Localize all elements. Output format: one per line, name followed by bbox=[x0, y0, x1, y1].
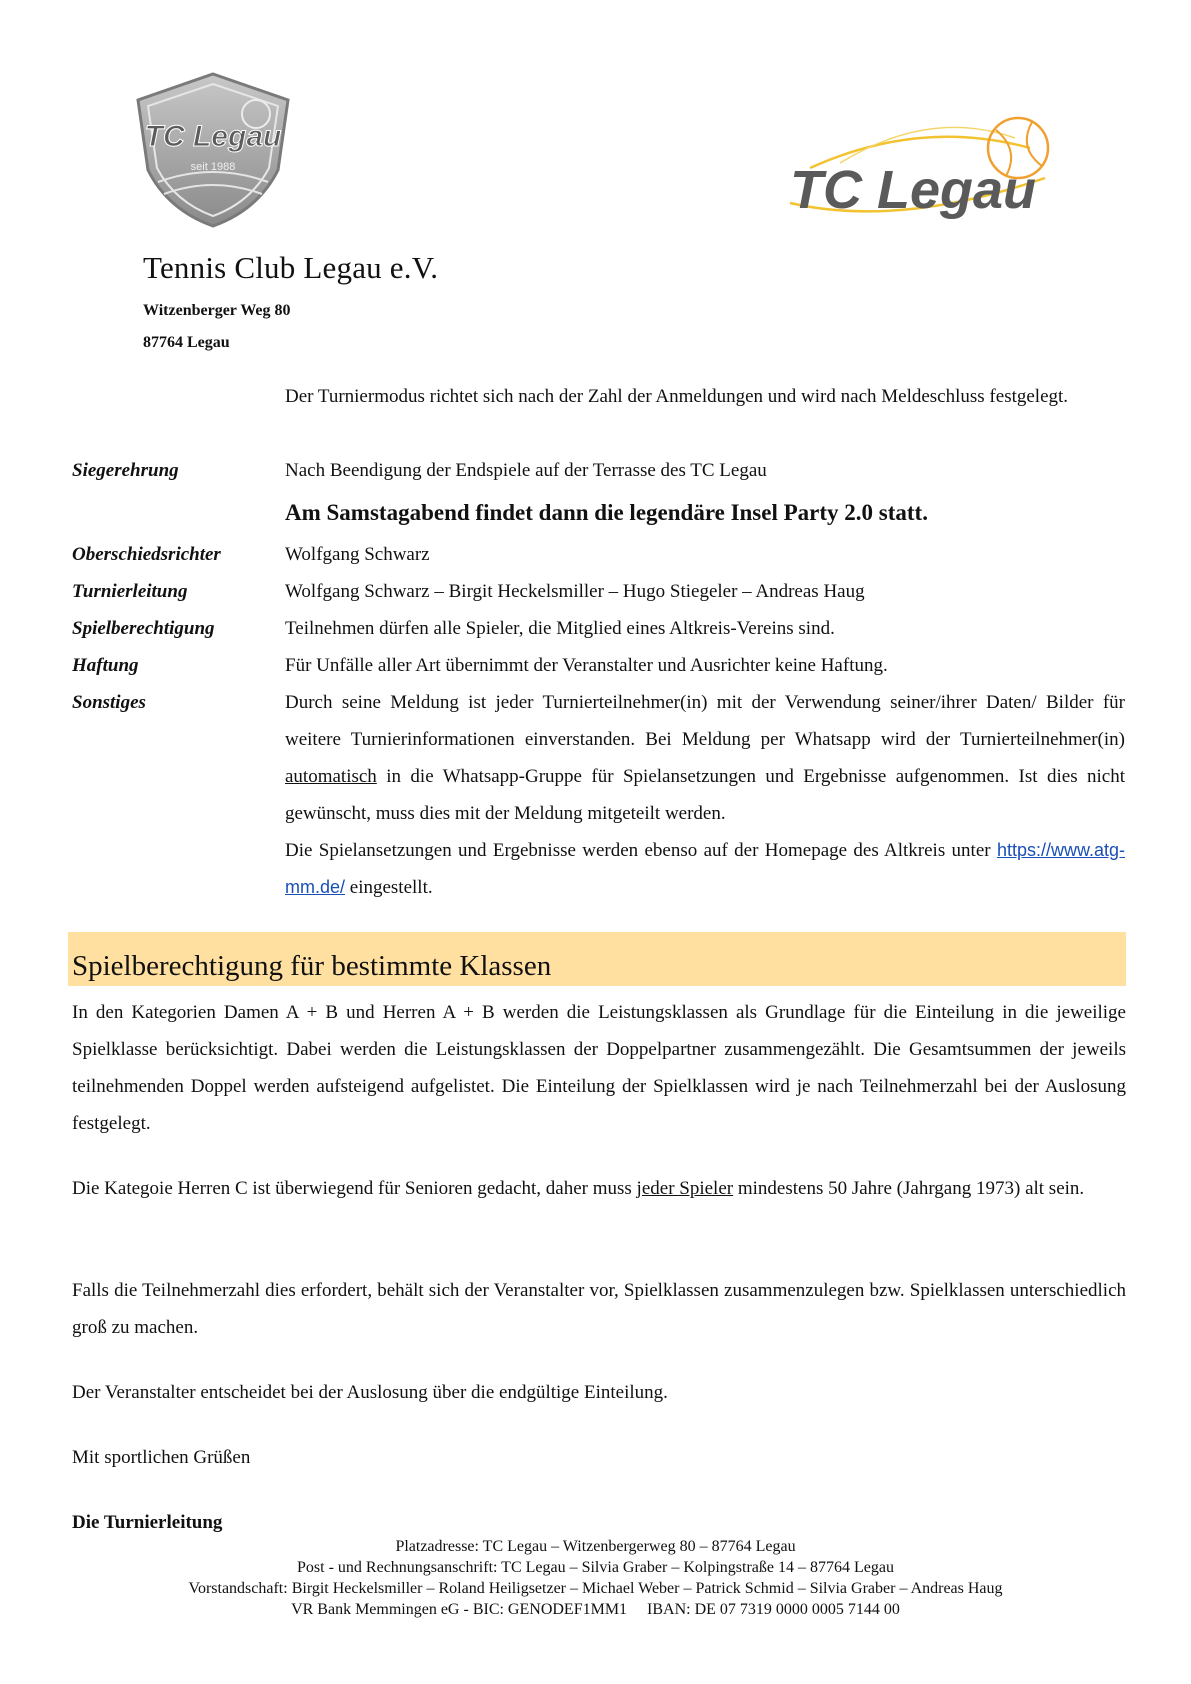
value-sonstiges-paragraph-1 bbox=[285, 684, 1125, 832]
paragraph-herren-c bbox=[72, 1170, 1126, 1207]
herren-c-underlined: jeder Spieler bbox=[636, 1178, 734, 1199]
value-siegerehrung: Nach Beendigung der Endspiele auf der Terrasse des TC Legau bbox=[285, 460, 767, 481]
footer-line-vorstandschaft: Vorstandschaft: Birgit Heckelsmiller – Roland Heiligsetzer – Michael Weber – Patrick Schmid – Silvia Graber – Andreas Haug bbox=[188, 1580, 1003, 1597]
label-oberschiedsrichter: Oberschiedsrichter bbox=[72, 544, 221, 565]
label-haftung: Haftung bbox=[72, 655, 139, 676]
herren-c-text-b: mindestens 50 Jahre (Jahrgang 1973) alt sein. bbox=[733, 1178, 1085, 1199]
herren-c-text-a: Die Kategoie Herren C ist überwiegend für Senioren gedacht, daher muss bbox=[72, 1178, 637, 1199]
value-turnierleitung: Wolfgang Schwarz – Birgit Heckelsmiller – Hugo Stiegeler – Andreas Haug bbox=[285, 581, 865, 602]
footer-line-postanschrift: Post - und Rechnungsanschrift: TC Legau – Silvia Graber – Kolpingstraße 14 – 87764 Legau bbox=[297, 1559, 894, 1576]
value-spielberechtigung: Teilnehmen dürfen alle Spieler, die Mitglied eines Altkreis-Vereins sind. bbox=[285, 618, 835, 639]
tournament-mode-text: Der Turniermodus richtet sich nach der Zahl der Anmeldungen und wird nach Meldeschluss festgelegt. bbox=[285, 386, 1069, 407]
shield-logo-subtext: seit 1988 bbox=[190, 161, 236, 173]
page-footer bbox=[0, 1536, 1191, 1620]
paragraph-teilnehmerzahl: Falls die Teilnehmerzahl dies erfordert, behält sich der Veranstalter vor, Spielklassen zusammenzulegen bzw. Spielklassen unterschiedlich groß zu machen. bbox=[72, 1280, 1126, 1338]
tc-legau-shield-logo bbox=[128, 70, 298, 230]
sonstiges-p2-text-a: Die Spielansetzungen und Ergebnisse werden ebenso auf der Homepage des Altkreis unter bbox=[285, 840, 997, 861]
club-city: 87764 Legau bbox=[143, 334, 230, 351]
club-name: Tennis Club Legau e.V. bbox=[143, 250, 439, 285]
footer-line-platzadresse: Platzadresse: TC Legau – Witzenbergerweg 80 – 87764 Legau bbox=[395, 1538, 796, 1555]
footer-line-bank: VR Bank Memmingen eG - BIC: GENODEF1MM1 IBAN: DE 07 7319 0000 0005 7144 00 bbox=[291, 1601, 900, 1618]
shield-logo-text: TC Legau bbox=[144, 120, 282, 153]
section-title: Spielberechtigung für bestimmte Klassen bbox=[72, 950, 552, 982]
homepage-link[interactable]: https://www.atg-mm.de/ bbox=[285, 840, 1125, 897]
label-spielberechtigung: Spielberechtigung bbox=[72, 618, 215, 639]
club-street: Witzenberger Weg 80 bbox=[143, 302, 291, 319]
sonstiges-p1-underlined: automatisch bbox=[285, 766, 377, 787]
party-announcement: Am Samstagabend findet dann die legendäre Insel Party 2.0 statt. bbox=[285, 500, 928, 525]
sonstiges-p1-text-b: in die Whatsapp-Gruppe für Spielansetzungen und Ergebnisse aufgenommen. Ist dies nicht gewünscht, muss dies mit der Meldung mitgeteilt werden. bbox=[285, 766, 1125, 824]
label-siegerehrung: Siegerehrung bbox=[72, 460, 179, 481]
paragraph-einteilung: Der Veranstalter entscheidet bei der Auslosung über die endgültige Einteilung. bbox=[72, 1382, 668, 1403]
paragraph-leistungsklassen: In den Kategorien Damen A + B und Herren A + B werden die Leistungsklassen als Grundlage für die Einteilung in die jeweilige Spielklasse berücksichtigt. Dabei werden die Leistungsklassen der Doppelpartner zusammengezählt. Die Gesamtsummen der jeweils teilnehmenden Doppel werden aufsteigend aufgelistet. Die Einteilung der Spielklassen wird je nach Teilnehmerzahl bei der Auslosung festgelegt. bbox=[72, 1002, 1126, 1134]
value-haftung: Für Unfälle aller Art übernimmt der Veranstalter und Ausrichter keine Haftung. bbox=[285, 655, 888, 676]
tc-legau-script-logo bbox=[780, 108, 1070, 238]
closing-greeting: Mit sportlichen Grüßen bbox=[72, 1447, 251, 1468]
sonstiges-p2-text-b: eingestellt. bbox=[345, 877, 433, 898]
sonstiges-p1-text-a: Durch seine Meldung ist jeder Turnierteilnehmer(in) mit der Verwendung seiner/ihrer Daten/ Bilder für weitere Turnierinformationen einverstanden. Bei Meldung per Whatsapp wird der Turnierteilnehmer(in) bbox=[285, 692, 1125, 750]
value-oberschiedsrichter: Wolfgang Schwarz bbox=[285, 544, 430, 565]
script-logo-text: TC Legau bbox=[790, 160, 1037, 220]
signature: Die Turnierleitung bbox=[72, 1512, 223, 1533]
label-turnierleitung: Turnierleitung bbox=[72, 581, 188, 602]
label-sonstiges: Sonstiges bbox=[72, 692, 146, 713]
value-sonstiges-paragraph-2 bbox=[285, 832, 1125, 906]
